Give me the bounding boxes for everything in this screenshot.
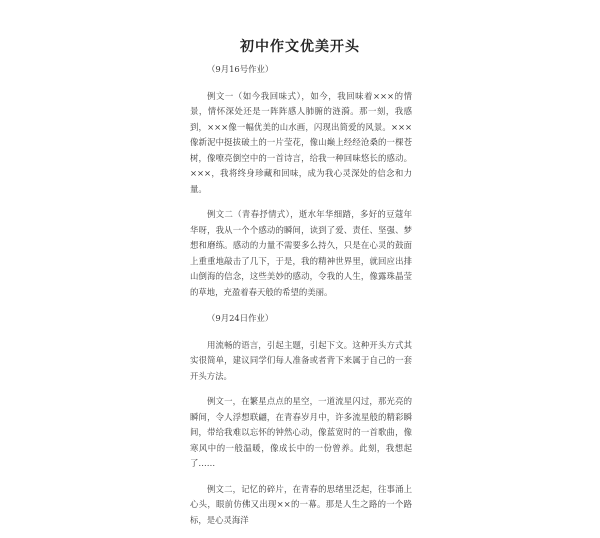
paragraph-intro: 用流畅的语言，引起主题，引起下文。这种开头方式其实很简单，建议同学们每人准备或者背下来属于自己的一套开头方法。 xyxy=(190,339,412,381)
paragraph-example-4: 例文二，记忆的碎片，在青春的思绪里泛起，往事涌上心头，眼前仿佛又出现××的一幕。那是人生之路的一个路标，是心灵海洋 xyxy=(190,483,412,525)
date-label-1: （9月16号作业） xyxy=(207,64,274,74)
paragraph-example-3: 例文一，在繁星点点的星空，一道流星闪过，那光亮的瞬间，令人浮想联翩，在青春岁月中，许多流星般的精彩瞬间，带给我难以忘怀的钟然心动，像蓝宽时的一首歌曲，像寒风中的一般温暖，像成长中的一份曾养。此刻，我想起了…… xyxy=(190,396,412,468)
document-body xyxy=(190,62,412,538)
page-title: 初中作文优美开头 xyxy=(240,39,360,55)
date-label-2: （9月24日作业） xyxy=(207,313,274,323)
paragraph-example-1: 例文一（如今我回味式），如今，我回味着×××的情景，情怀深处还是一阵阵感人肺腑的涟漪。那一刻，我感到，×××像一幅优美的山水画，闪现出简爱的风景。×××像新泥中挺拔破土的一片莹花，像山巅上经经沧桑的一棵苍树，像嘹亮倒空中的一首诗言，给我一种回味悠长的感动。×××，我将终身珍藏和回味，成为我心灵深处的信念和力量。 xyxy=(190,90,412,194)
paragraph-example-2: 例文二（青春抒情式），逝水年华细踏，多好的豆蔻年华呀，我从一个个感动的瞬间，读到了爱、责任、坚强、梦想和磨练。感动的力量不需要多么持久，只是在心灵的鼓面上重重地敲击了几下，于是，我的精神世界里，就回应出排山倒海的信念，这些美妙的感动，令我的人生，像露珠晶莹的草地，充盈着春天般的希望的美丽。 xyxy=(190,209,412,297)
